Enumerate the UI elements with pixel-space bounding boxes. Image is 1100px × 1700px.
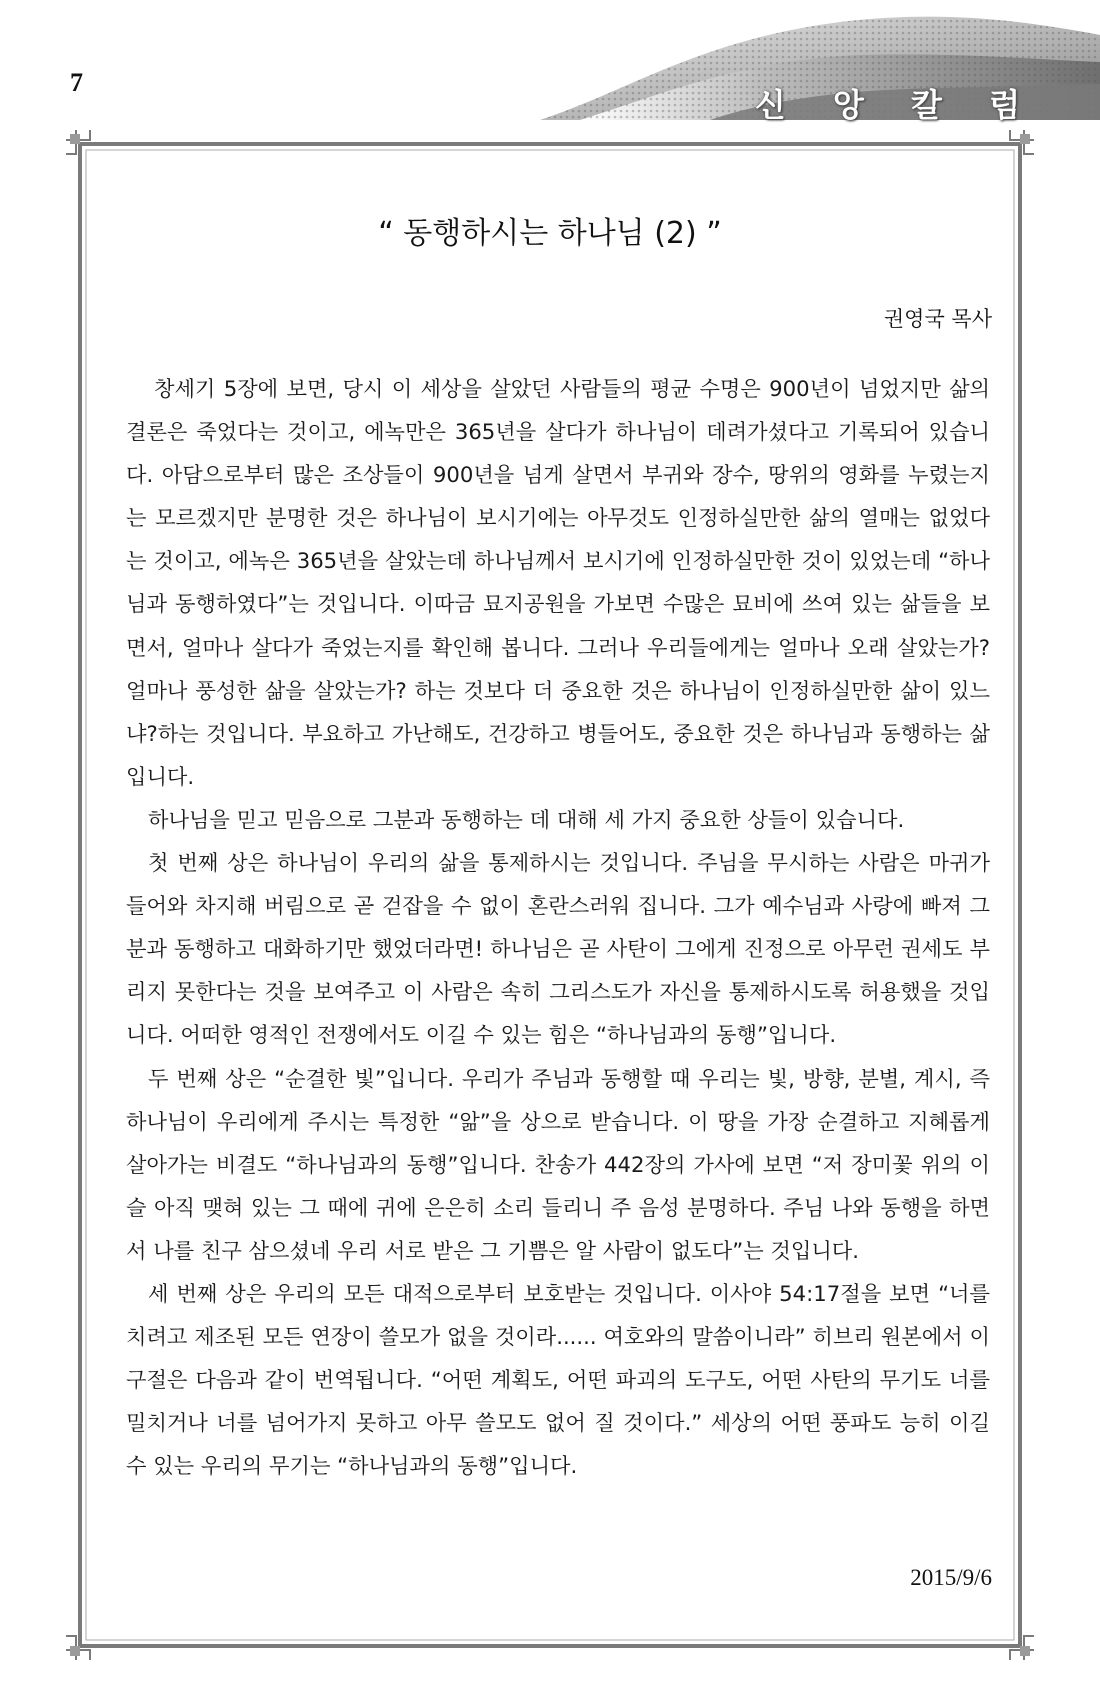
- paragraph-second-reward: 두 번째 상은 “순결한 빛”입니다. 우리가 주님과 동행할 때 우리는 빛, 방향, 분별, 계시, 즉 하나님이 우리에게 주시는 특정한 “앎”을 상으로 받습니다. 이 땅을 가장 순결하고 지혜롭게 살아가는 비결도 “하나님과의 동행”입니다. 찬송가 442장의 가사에 보면 “저 장미꽃 위의 이슬 아직 맺혀 있는 그 때에 귀에 은은히 소리 들리니 주 음성 분명하다. 주님 나와 동행을 하면서 나를 친구 삼으셨네 우리 서로 받은 그 기쁨은 알 사람이 없도다”는 것입니다.: [126, 1065, 990, 1263]
- article-title: “ 동행하시는 하나님 (2) ”: [378, 216, 722, 251]
- article-date: 2015/9/6: [910, 1565, 992, 1590]
- paragraph-third-reward: 세 번째 상은 우리의 모든 대적으로부터 보호받는 것입니다. 이사야 54:17절을 보면 “너를 치려고 제조된 모든 연장이 쓸모가 없을 것이라...... 여호와의 말씀이니라” 히브리 원본에서 이 구절은 다음과 같이 번역됩니다. “어떤 계획도, 어떤 파괴의 도구도, 어떤 사탄의 무기도 너를 밀치거나 너를 넘어가지 못하고 아무 쓸모도 없어 질 것이다.” 세상의 어떤 풍파도 능히 이길 수 있는 우리의 무기는 “하나님과의 동행”입니다.: [126, 1280, 990, 1479]
- article-body: [126, 367, 990, 1487]
- paragraph-first-reward: 첫 번째 상은 하나님이 우리의 삶을 통제하시는 것입니다. 주님을 무시하는 사람은 마귀가 들어와 차지해 버림으로 곧 걷잡을 수 없이 혼란스러워 집니다. 그가 예수님과 사랑에 빠져 그분과 동행하고 대화하기만 했었더라면! 하나님은 곧 사탄이 그에게 진정으로 아무런 권세도 부리지 못한다는 것을 보여주고 이 사람은 속히 그리스도가 자신을 통제하시도록 허용했을 것입니다. 어떠한 영적인 전쟁에서도 이길 수 있는 힘은 “하나님과의 동행”입니다.: [126, 850, 990, 1048]
- paragraph-intro: 창세기 5장에 보면, 당시 이 세상을 살았던 사람들의 평균 수명은 900년이 넘었지만 삶의 결론은 죽었다는 것이고, 에녹만은 365년을 살다가 하나님이 데려가셨다고 기록되어 있습니다. 아담으로부터 많은 조상들이 900년을 넘게 살면서 부귀와 장수, 땅위의 영화를 누렸는지는 모르겠지만 분명한 것은 하나님이 보시기에는 아무것도 인정하실만한 삶의 열매는 없었다는 것이고, 에녹은 365년을 살았는데 하나님께서 보시기에 인정하실만한 것이 있었는데 “하나님과 동행하였다”는 것입니다. 이따금 묘지공원을 가보면 수많은 묘비에 쓰여 있는 삶들을 보면서, 얼마나 살다가 죽었는지를 확인해 봅니다. 그러나 우리들에게는 얼마나 오래 살았는가? 얼마나 풍성한 삶을 살았는가? 하는 것보다 더 중요한 것은 하나님이 인정하실만한 삶이 있느냐?하는 것입니다. 부요하고 가난해도, 건강하고 병들어도, 중요한 것은 하나님과 동행하는 삶입니다.: [126, 376, 990, 789]
- section-label: 신 앙 칼 럼: [754, 86, 1038, 124]
- page-number: 7: [70, 68, 83, 97]
- paragraph-three-rewards: 하나님을 믿고 믿음으로 그분과 동행하는 데 대해 세 가지 중요한 상들이 있습니다.: [148, 806, 905, 832]
- article-author: 권영국 목사: [883, 307, 992, 331]
